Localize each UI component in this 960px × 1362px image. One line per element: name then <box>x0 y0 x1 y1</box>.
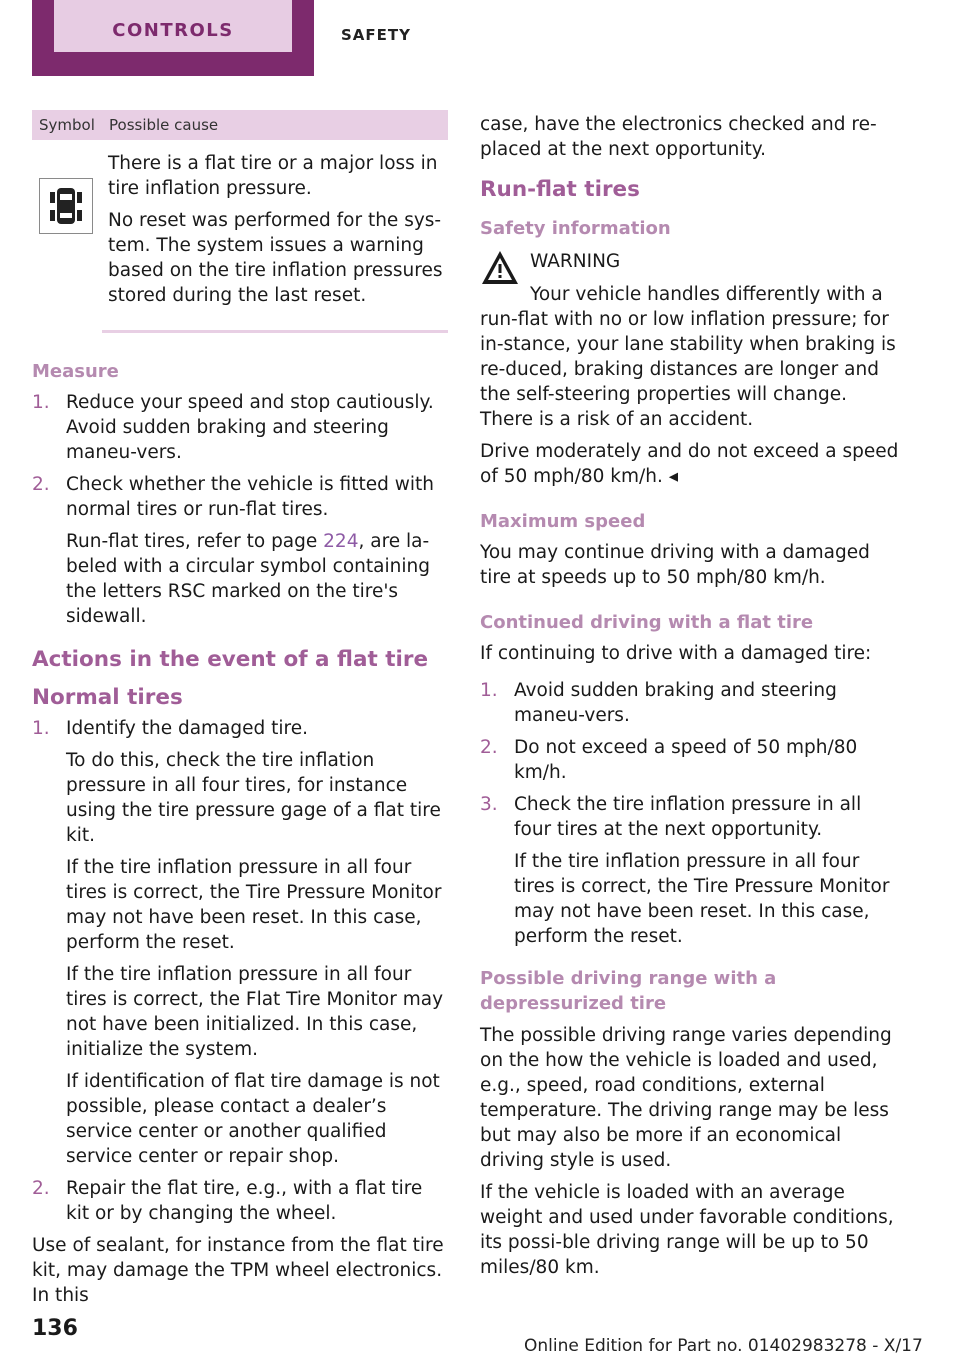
runflat-reference: Run-flat tires, refer to page 224, are la-beled with a circular symbol containing the letters RSC marked on the tire's sidewall. <box>66 531 430 627</box>
page-header <box>0 0 960 78</box>
cause-text-1: There is a flat tire or a major loss in tire inflation pressure. <box>108 153 438 199</box>
continued-driving-heading: Continued driving with a flat tire <box>480 612 814 633</box>
tab-controls[interactable] <box>32 0 314 76</box>
max-speed-text: You may continue driving with a damaged tire at speeds up to 50 mph/80 km/h. <box>480 542 870 588</box>
col-cause-header: Possible cause <box>109 115 219 134</box>
range-text-1: The possible driving range varies depending on the how the vehicle is loaded and used, e.g., speed, road conditions, external temperature. The driving range may be less but may also be more if an economical driving style is used. <box>480 1025 892 1171</box>
measure-list <box>32 390 448 629</box>
range-text-2: If the vehicle is loaded with an average weight and used under favorable conditions, its possi-ble driving range will be up to 50 miles/80 km. <box>480 1182 894 1278</box>
left-column <box>32 110 448 1308</box>
list-item: 2. Check whether the vehicle is fitted with normal tires or run-flat tires. Run-flat tires, refer to page 224, are la-beled with a circular symbol containing the letters RSC marked on the tire's sidewall. <box>32 472 448 629</box>
page-link[interactable]: 224 <box>323 531 359 552</box>
list-item: 3. Check the tire inflation pressure in all four tires at the next opportunity. If the tire inflation pressure in all four tires is correct, the Tire Pressure Monitor may not have been reset. In this case, perform the reset. <box>480 794 890 947</box>
sealant-note: Use of sealant, for instance from the flat tire kit, may damage the TPM wheel electronics. In this <box>32 1235 444 1306</box>
warning-drive: Drive moderately and do not exceed a speed of 50 mph/80 km/h. ◂ <box>480 441 899 487</box>
measure-heading: Measure <box>32 361 119 382</box>
cause-text-2: No reset was performed for the sys-tem. The system issues a warning based on the tire inflation pressures stored during the last reset. <box>108 210 443 306</box>
runflat-heading: Run-flat tires <box>480 177 640 202</box>
section-label: SAFETY <box>341 26 411 44</box>
right-column <box>480 110 900 1280</box>
col-symbol-header: Symbol <box>39 115 95 134</box>
list-item: 2. Do not exceed a speed of 50 mph/80 km/h. <box>480 737 858 783</box>
normal-tires-heading: Normal tires <box>32 685 183 710</box>
list-item: 1. Identify the damaged tire. To do this, check the tire inflation pressure in all four tires, for instance using the tire pressure gage of a flat tire kit. If the tire inflation pressure in all four tires is correct, the Tire Pressure Monitor may not have been reset. In this case, perform the reset. If the tire inflation pressure in all four tires is correct, the Flat Tire Monitor may not have been initialized. In this case, initialize the system. If identification of flat tire damage is not possible, please contact a dealer’s service center or another qualified service center or repair shop. <box>32 718 444 1167</box>
range-heading: Possible driving range with a depressurized tire <box>480 968 777 1014</box>
list-item: 1. Avoid sudden braking and steering maneu-vers. <box>480 680 837 726</box>
warning-title: WARNING <box>530 251 621 272</box>
warning-text: Your vehicle handles differently with a run-flat with no or low inflation pressure; for in-stance, your lane stability when braking is re-duced, braking distances are longer and the self-steering properties will change. There is a risk of an accident. <box>480 284 896 430</box>
warning-triangle-icon <box>480 249 520 287</box>
continued-text: case, have the electronics checked and re-placed at the next opportunity. <box>480 114 877 160</box>
list-item: 2. Repair the flat tire, e.g., with a flat tire kit or by changing the wheel. <box>32 1178 423 1224</box>
actions-heading: Actions in the event of a flat tire <box>32 647 429 672</box>
table-header <box>32 110 448 140</box>
tire-pressure-car-icon <box>39 178 93 234</box>
table-row <box>32 140 448 326</box>
safety-heading: Safety information <box>480 218 671 239</box>
continued-list <box>480 678 900 949</box>
list-item: 1. Reduce your speed and stop cautiously. Avoid sudden braking and steering maneu-vers. <box>32 392 434 463</box>
warning-block <box>480 249 900 274</box>
max-speed-heading: Maximum speed <box>480 511 646 532</box>
actions-list <box>32 716 448 1226</box>
continued-intro: If continuing to drive with a damaged tire: <box>480 643 872 664</box>
tab-controls-label: CONTROLS <box>112 20 234 41</box>
page-number: 136 <box>32 1316 78 1341</box>
edition-footer: Online Edition for Part no. 01402983278 - X/17 <box>524 1336 923 1356</box>
